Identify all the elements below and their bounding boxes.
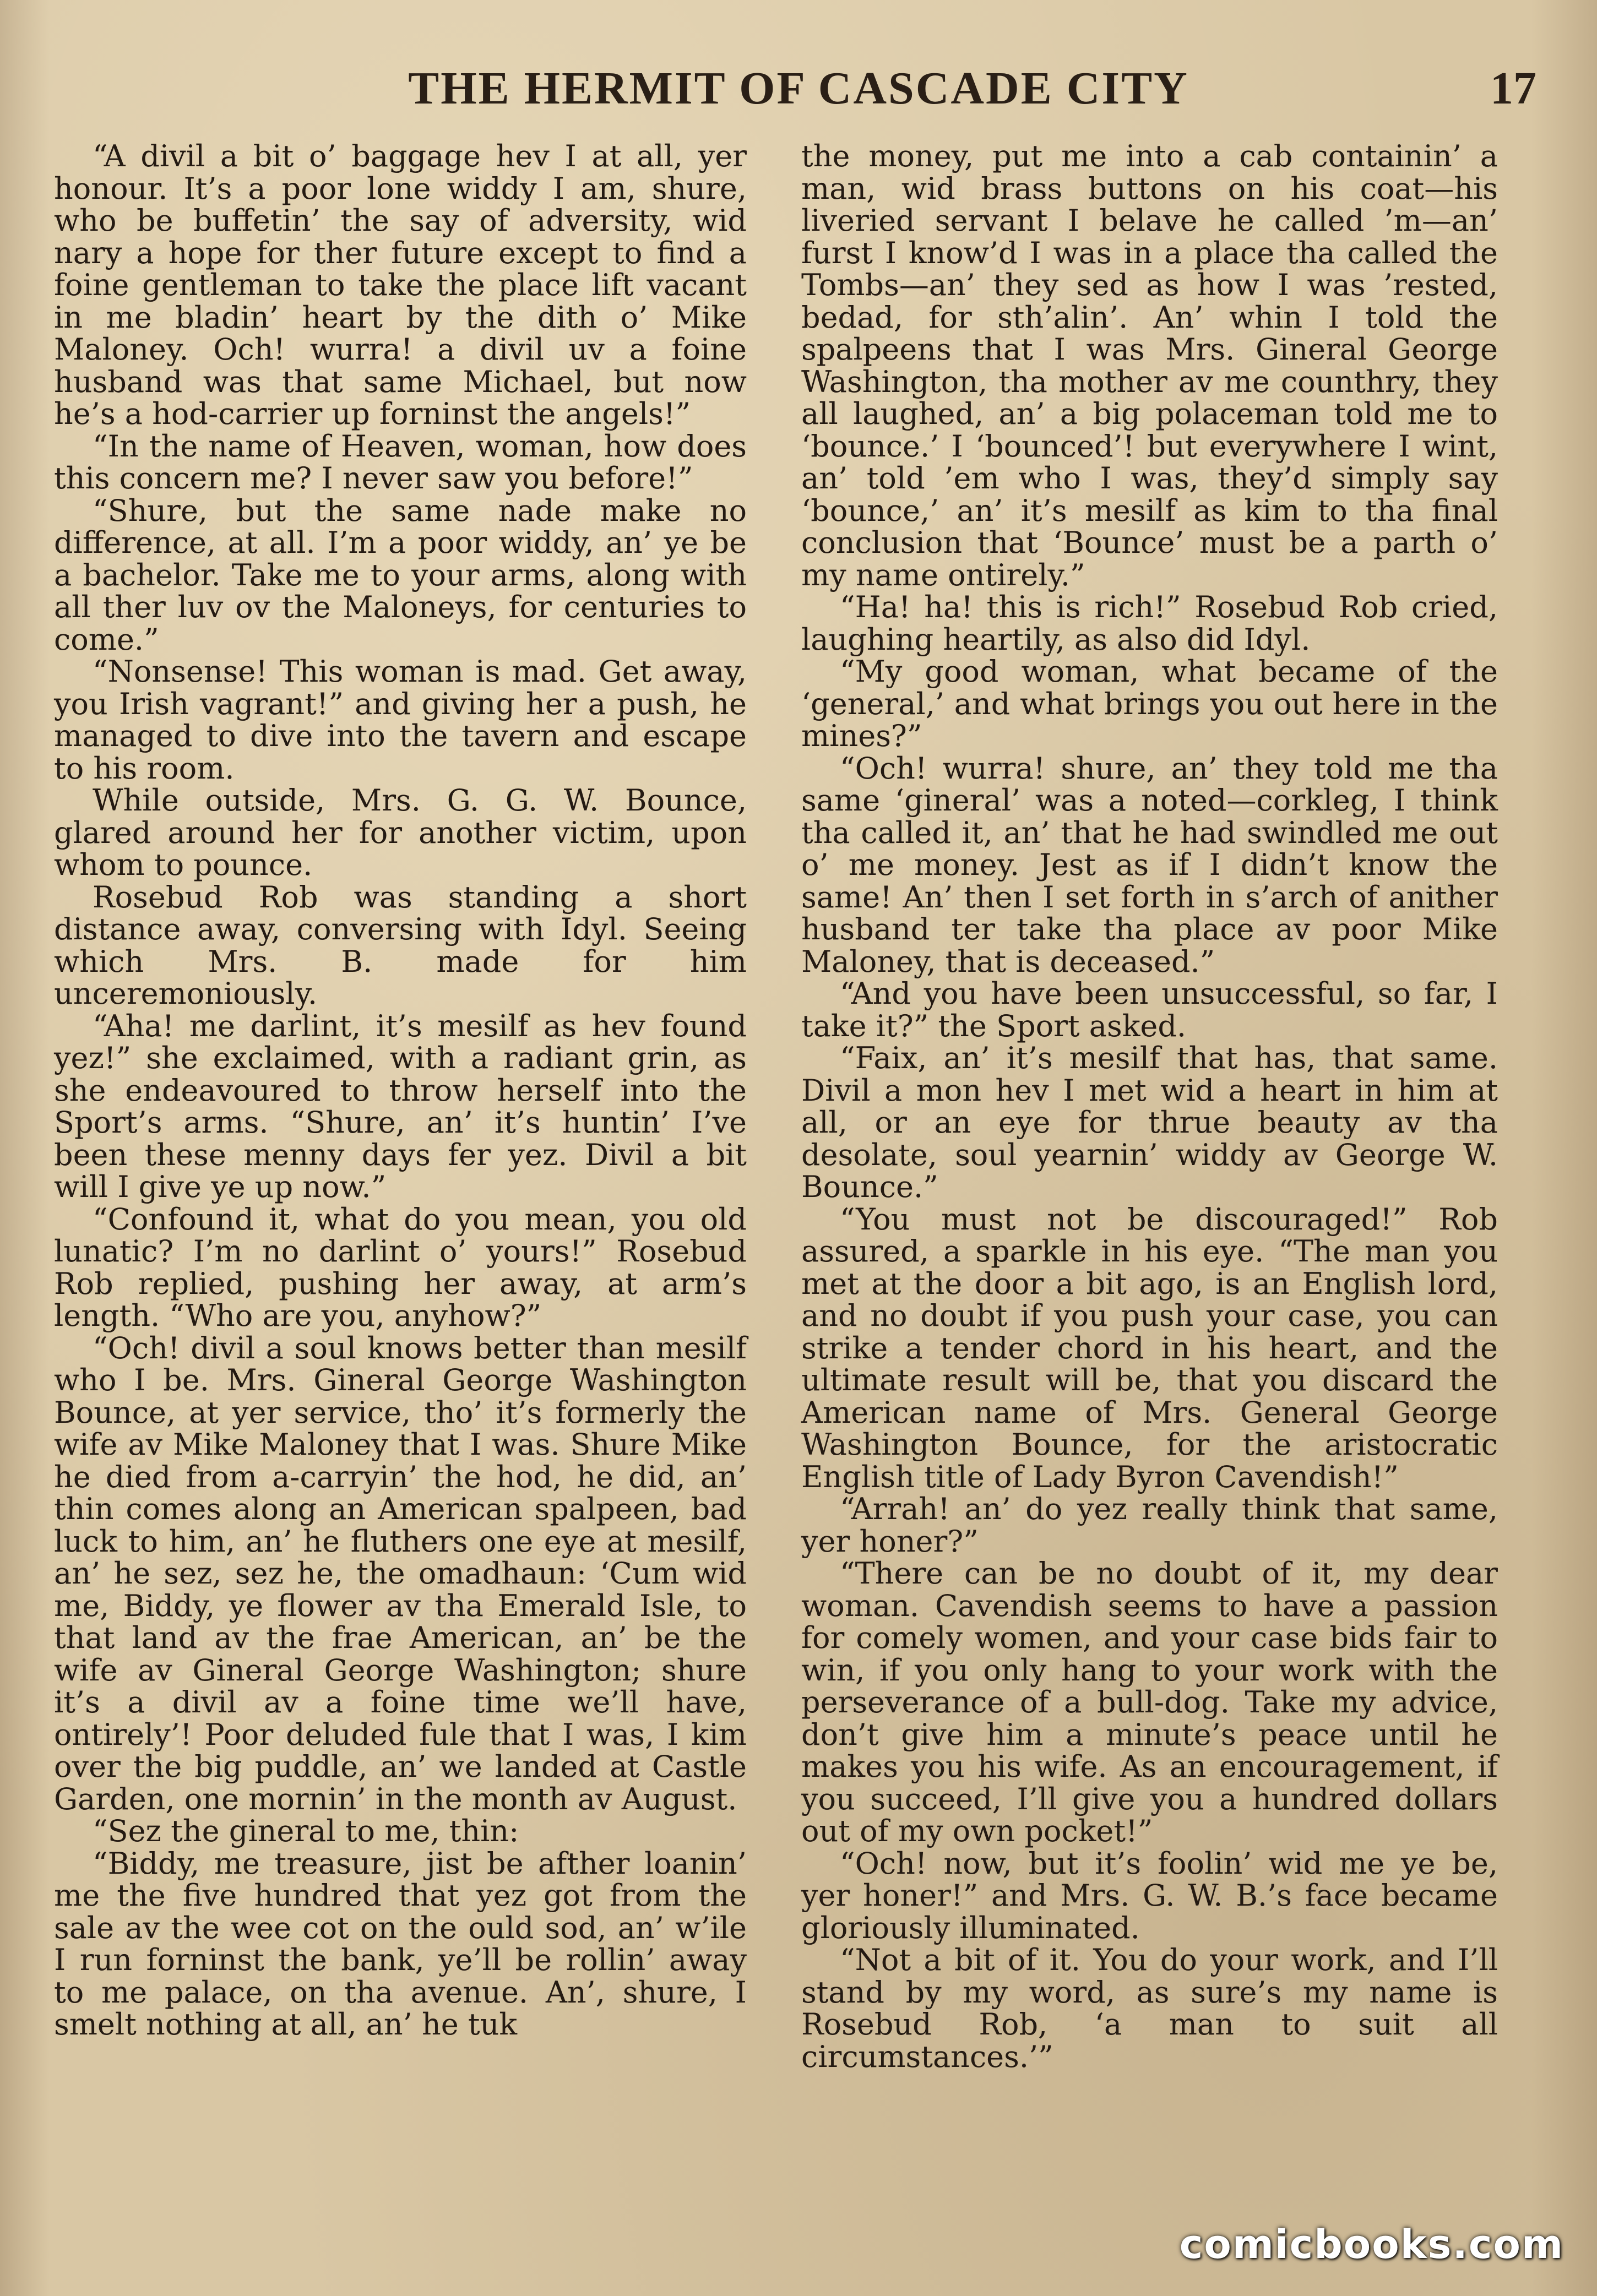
paragraph: “A divil a bit o’ baggage hev I at all, yer honour. It’s a poor lone widdy I am, shure, who be buffetin’ the say of adversity, wid nary a hope for ther future except to find a foine gentleman to take the place lift vacant in me bladin’ heart by the dith o’ Mike Maloney. Och! wurra! a divil uv a foine husband was that same Michael, but now he’s a hod-carrier up forninst the angels!” bbox=[54, 139, 747, 431]
paragraph: “Ha! ha! this is rich!” Rosebud Rob cried, laughing heartily, as also did Idyl. bbox=[801, 590, 1498, 657]
page-header bbox=[50, 62, 1547, 122]
paragraph: “There can be no doubt of it, my dear woman. Cavendish seems to have a passion for comely women, and your case bids fair to win, if you only hang to your work with the perseverance of a bull-dog. Take my advice, don’t give him a minute’s peace until he makes you his wife. As an encouragement, if you succeed, I’ll give you a hundred dollars out of my own pocket!” bbox=[801, 1556, 1498, 1848]
paragraph: “Confound it, what do you mean, you old lunatic? I’m no darlint o’ yours!” Rosebud Rob replied, pushing her away, at arm’s length. “Who are you, anyhow?” bbox=[54, 1201, 747, 1333]
page-number: 17 bbox=[1490, 63, 1536, 114]
paragraph: “Shure, but the same nade make no difference, at all. I’m a poor widdy, an’ ye be a bachelor. Take me to your arms, along with all ther luv ov the Maloneys, for centuries to come.” bbox=[54, 493, 747, 657]
text-column-left bbox=[54, 140, 747, 2213]
paragraph: “And you have been unsuccessful, so far, I take it?” the Sport asked. bbox=[801, 976, 1498, 1043]
paragraph: “Faix, an’ it’s mesilf that has, that same. Divil a mon hev I met wid a heart in him at all, or an eye for thrue beauty av tha desolate, soul yearnin’ widdy av George W. Bounce.” bbox=[801, 1041, 1498, 1204]
running-title: THE HERMIT OF CASCADE CITY bbox=[408, 63, 1189, 114]
paragraph: “My good woman, what became of the ‘general,’ and what brings you out here in the mines?” bbox=[801, 654, 1498, 753]
paragraph: the money, put me into a cab containin’ a man, wid brass buttons on his coat—his liveried servant I belave he called ’m—an’ furst I know’d I was in a place tha called the Tombs—an’ they sed as how I was ’rested, bedad, for sth’alin’. An’ whin I told the spalpeens that I was Mrs. Gineral George Washington, tha mother av me counthry, they all laughed, an’ a big polaceman told me to ‘bounce.’ I ‘bounced’! but everywhere I wint, an’ told ’em who I was, they’d simply say ‘bounce,’ an’ it’s mesilf as kim to tha final conclusion that ‘Bounce’ must be a parth o’ my name ontirely.” bbox=[801, 139, 1498, 592]
site-watermark: comicbooks.com bbox=[1179, 2221, 1564, 2267]
paragraph: “Och! divil a soul knows better than mesilf who I be. Mrs. Gineral George Washington Bounce, at yer service, tho’ it’s formerly the wife av Mike Maloney that I was. Shure Mike he died from a-carryin’ the hod, he did, an’ thin comes along an American spalpeen, bad luck to him, an’ he fluthers one eye at mesilf, an’ he sez, sez he, the omadhaun: ‘Cum wid me, Biddy, ye flower av tha Emerald Isle, to that land av the frae American, an’ be the wife av Gineral George Washington; shure it’s a divil av a foine time we’ll have, ontirely’! Poor deluded fule that I was, I kim over the big puddle, an’ we landed at Castle Garden, one mornin’ in the month av August. bbox=[54, 1330, 747, 1816]
paragraph: Rosebud Rob was standing a short distance away, conversing with Idyl. Seeing which Mrs. B. made for him unceremoniously. bbox=[54, 879, 747, 1011]
paragraph: “You must not be discouraged!” Rob assured, a sparkle in his eye. “The man you met at the door a bit ago, is an English lord, and no doubt if you push your case, you can strike a tender chord in his heart, and the ultimate result will be, that you discard the American name of Mrs. General George Washington Bounce, for the aristocratic English title of Lady Byron Cavendish!” bbox=[801, 1201, 1498, 1494]
paragraph: “Sez the gineral to me, thin: bbox=[93, 1814, 519, 1848]
paragraph: “In the name of Heaven, woman, how does this concern me? I never saw you before!” bbox=[54, 428, 747, 496]
paragraph: While outside, Mrs. G. G. W. Bounce, glared around her for another victim, upon whom to pounce. bbox=[54, 783, 747, 882]
paragraph: “Nonsense! This woman is mad. Get away, you Irish vagrant!” and giving her a push, he managed to dive into the tavern and escape to his room. bbox=[54, 654, 747, 786]
paragraph: “Och! wurra! shure, an’ they told me tha same ‘gineral’ was a noted—corkleg, I think tha called it, an’ that he had swindled me out o’ me money. Jest as if I didn’t know the same! An’ then I set forth in s’arch of anither husband ter take tha place av poor Mike Maloney, that is deceased.” bbox=[801, 750, 1498, 979]
paragraph: “Not a bit of it. You do your work, and I’ll stand by my word, as sure’s my name is Rosebud Rob, ‘a man to suit all circumstances.’” bbox=[801, 1943, 1498, 2074]
paragraph: “Arrah! an’ do yez really think that same, yer honer?” bbox=[801, 1492, 1498, 1559]
paragraph: “Aha! me darlint, it’s mesilf as hev found yez!” she exclaimed, with a radiant grin, as she endeavoured to throw herself into the Sport’s arms. “Shure, an’ it’s huntin’ I’ve been these menny days fer yez. Divil a bit will I give ye up now.” bbox=[54, 1008, 747, 1204]
paragraph: “Och! now, but it’s foolin’ wid me ye be, yer honer!” and Mrs. G. W. B.’s face became gloriously illuminated. bbox=[801, 1846, 1498, 1945]
text-column-right bbox=[801, 140, 1498, 2213]
paragraph: “Biddy, me treasure, jist be afther loanin’ me the five hundred that yez got from the sale av the wee cot on the ould sod, an’ w’ile I run forninst the bank, ye’ll be rollin’ away to me palace, on tha avenue. An’, shure, I smelt nothing at all, an’ he tuk bbox=[54, 1846, 747, 2042]
